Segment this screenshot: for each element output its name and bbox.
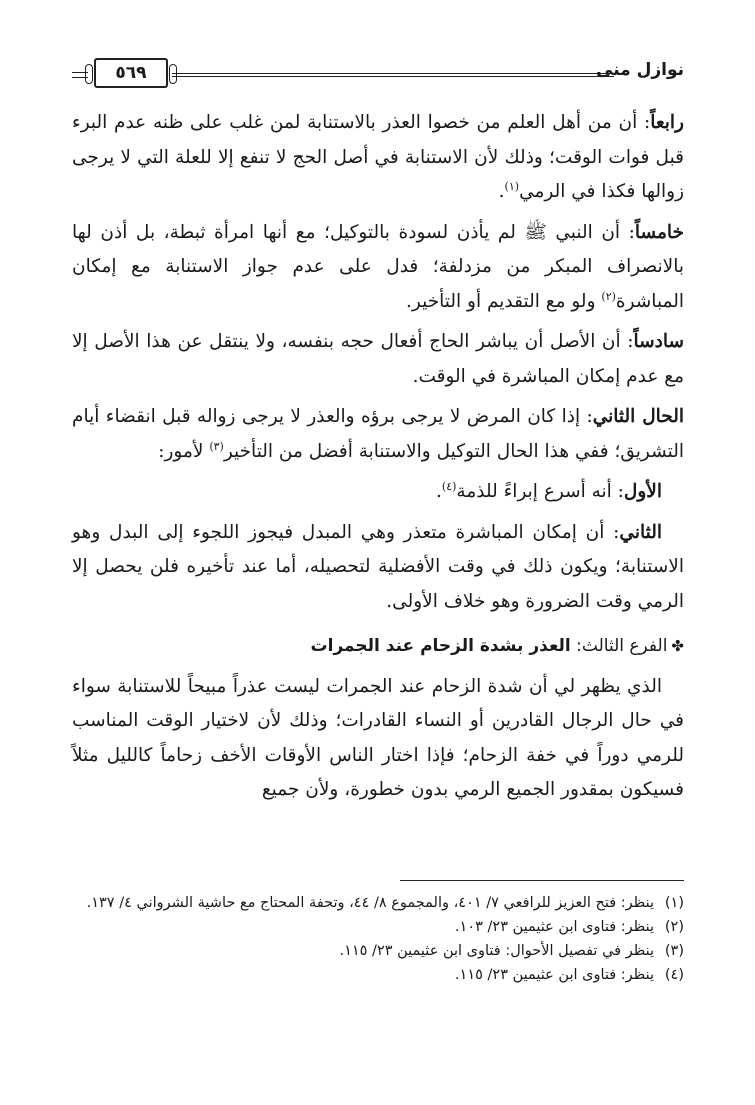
paragraph-sixth xyxy=(72,325,684,394)
footnote-ref: (٢) xyxy=(601,289,616,303)
paragraph-fifth xyxy=(72,216,684,320)
footnote-text: ينظر في تفصيل الأحوال: فتاوى ابن عثيمين ٢٣/ ١١٥. xyxy=(339,943,654,959)
page-number: ٥٦٩ xyxy=(94,58,168,88)
section-title: العذر بشدة الزحام عند الجمرات xyxy=(310,636,571,656)
header-rule-end xyxy=(72,72,88,78)
paragraph-text: : أن من أهل العلم من خصوا العذر بالاستنابة لمن غلب على ظنه عدم البرء قبل فوات الوقت؛ وذلك لأن الاستنابة في أصل الحج لا تنفع إلا للعلة التي لا يرجى زوالها فكذا في الرمي xyxy=(72,112,684,202)
paragraph-second-case xyxy=(72,400,684,469)
paragraph-tail: ولو مع التقديم أو التأخير. xyxy=(406,290,602,312)
footnote-ref: (١) xyxy=(504,179,520,193)
paragraph-lead: سادساً xyxy=(633,331,684,352)
footnotes xyxy=(72,891,684,987)
footnote-number: (٣) xyxy=(664,943,684,959)
footnote-number: (٢) xyxy=(664,919,684,935)
footnote-item xyxy=(72,939,684,963)
footnote-text: ينظر: فتح العزيز للرافعي ٧/ ٤٠١، والمجموع ٨/ ٤٤، وتحفة المحتاج مع حاشية الشرواني ٤/ ١٣٧. xyxy=(86,895,654,911)
paragraph-lead: خامساً xyxy=(634,221,684,243)
paragraph-tail: لأمور: xyxy=(158,440,210,462)
paragraph-text: : أن إمكان المباشرة متعذر وهي المبدل فيجوز اللجوء إلى البدل وهو الاستنابة؛ ويكون ذلك في وقت الأفضلية لتحصيله، أما عند تأخيره فلن يحصل إلا الرمي وقت الضرورة وهو خلاف الأولى. xyxy=(72,521,684,612)
running-title: نوازل منى xyxy=(596,60,684,80)
main-text xyxy=(72,106,684,814)
paragraph-lead: الأول xyxy=(623,481,662,502)
footnote-text: ينظر: فتاوى ابن عثيمين ٢٣/ ١٠٣. xyxy=(454,919,654,935)
paragraph-first-reason xyxy=(72,475,684,510)
section-heading xyxy=(72,629,684,664)
footnote-number: (١) xyxy=(664,895,684,911)
header-rule xyxy=(172,73,614,77)
paragraph-tail: . xyxy=(498,181,505,202)
paragraph-text: : إذا كان المرض لا يرجى برؤه والعذر لا يرجى زواله قبل انقضاء أيام التشريق؛ ففي هذا الحال التوكيل والاستنابة أفضل من التأخير xyxy=(72,406,684,462)
footnote-ref: (٤) xyxy=(441,479,457,493)
footnote-ref: (٣) xyxy=(209,439,224,453)
paragraph-lead: رابعاً xyxy=(650,112,684,133)
paragraph-text: : أنه أسرع إبراءً للذمة xyxy=(456,481,624,502)
paragraph-crowding: الذي يظهر لي أن شدة الزحام عند الجمرات ليست عذراً مبيحاً للاستنابة سواء في حال الرجال القادرين أو النساء القادرات؛ وذلك لأن لاختيار الوقت المناسب للرمي دوراً في خفة الزحام؛ فإذا اختار الناس الأوقات الأخف زحاماً كالليل مثلاً فسيكون بمقدور الجميع الرمي بدون خطورة، ولأن جميع xyxy=(72,675,684,800)
section-prefix: الفرع الثالث: xyxy=(570,636,668,656)
page-header xyxy=(72,58,684,88)
paragraph-second-reason xyxy=(72,516,684,620)
footnote-item xyxy=(72,915,684,939)
paragraph-fourth xyxy=(72,106,684,210)
footnote-item xyxy=(72,963,684,987)
footnote-text: ينظر: فتاوى ابن عثيمين ٢٣/ ١١٥. xyxy=(454,967,654,983)
paragraph-lead: الثاني xyxy=(619,521,662,543)
footnote-item xyxy=(72,891,684,915)
paragraph-lead: الحال الثاني xyxy=(592,406,685,427)
paragraph-text: : أن الأصل أن يباشر الحاج أفعال حجه بنفسه، ولا ينتقل عن هذا الأصل إلا مع عدم إمكان المباشرة في الوقت. xyxy=(72,331,684,387)
footnote-divider xyxy=(400,880,684,881)
paragraph-text: : أن النبي ﷺ لم يأذن لسودة بالتوكيل؛ مع أنها امرأة ثبطة، بل أذن لها بالانصراف المبكر من مزدلفة؛ فدل على عدم جواز الاستنابة مع إمكان المباشرة xyxy=(72,221,684,312)
footnote-number: (٤) xyxy=(664,967,684,983)
flower-icon: ✤ xyxy=(671,637,684,655)
paragraph-tail: . xyxy=(436,481,442,502)
